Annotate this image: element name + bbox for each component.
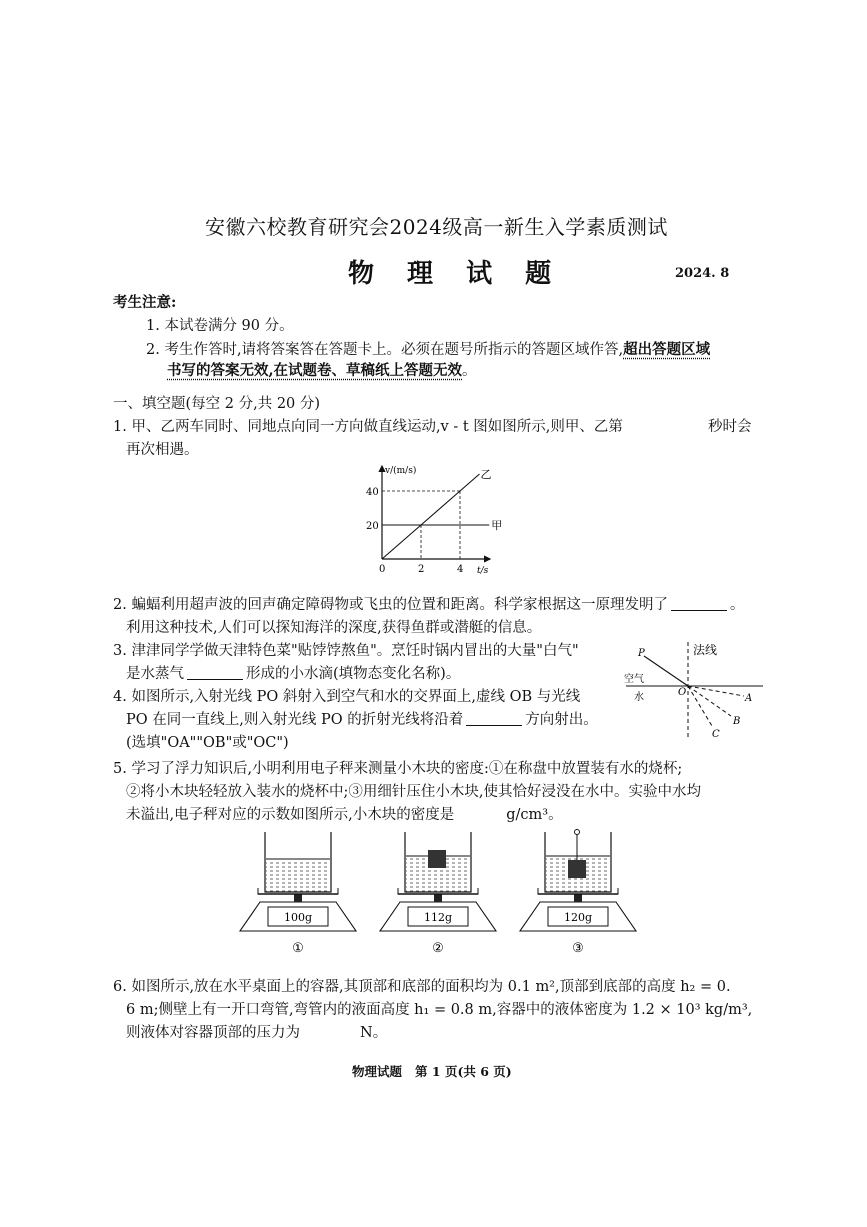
y-tick-label: 40 [366,487,379,498]
q5-line2: ②将小木块轻轻放入装水的烧杯中;③用细针压住小木块,使其恰好浸没在水中。实验中水均 [126,784,701,800]
q5-text-b: g/cm³。 [506,807,563,823]
q4-text-b: 方向射出。 [525,712,598,728]
ray-OB [688,686,731,716]
q3-text-a: 是水蒸气 [126,666,184,682]
section-heading: 一、填空题(每空 2 分,共 20 分) [113,396,321,412]
scale-1 [240,832,356,956]
q6-line2: 6 m;侧壁上有一开口弯管,弯管内的液面高度 h₁ = 0.8 m,容器中的液体密度为 1.2 × 10³ kg/m³, [126,1002,753,1018]
q6-text-a: 则液体对容器顶部的压力为 [126,1025,300,1041]
point-O: O [678,687,687,698]
q4-blank[interactable] [466,711,522,726]
subject-title: 物 理 试 题 [348,259,564,289]
series-label-jia: 甲 [491,519,503,532]
scale-reading: 100g [283,911,313,924]
y-tick-label: 20 [366,521,379,532]
q4-line1: 4. 如图所示,入射光线 PO 斜射入到空气和水的交界面上,虚线 OB 与光线 [113,689,581,705]
notice-heading: 考生注意: [113,294,177,311]
q3-line1: 3. 津津同学学做天津特色菜"贴饽饽熬鱼"。烹饪时锅内冒出的大量"白气" [113,643,579,659]
scale-post [434,894,442,902]
q4-line2 [126,709,598,731]
ray-OC [688,686,712,726]
q2-text: 2. 蝙蝠利用超声波的回声确定障碍物或飞虫的位置和距离。科学家根据这一原理发明了 [113,597,668,613]
wood-block [568,860,586,878]
scale-post [294,894,302,902]
notice-period: 。 [462,363,477,379]
q2-line2: 利用这种技术,人们可以探知海洋的深度,获得鱼群或潜艇的信息。 [126,620,542,636]
y-axis-label: v/(m/s) [385,466,417,476]
notice-item-2-emphasis: 超出答题区域 [623,341,711,358]
q6-text-b: N。 [360,1025,388,1041]
scale-2 [380,832,496,956]
normal-label: 法线 [693,643,718,657]
q6-line3 [126,1022,387,1044]
notice-item-2-cont [167,360,477,382]
wood-block [428,850,446,868]
q3-line2 [126,663,460,685]
q3-text-b: 形成的小水滴(填物态变化名称)。 [246,666,461,682]
q1-line1: 1. 甲、乙两车同时、同地点向同一方向做直线运动,v - t 图如图所示,则甲、乙第 [113,419,623,435]
q4-line3: (选填"OA""OB"或"OC") [126,735,289,751]
point-B: B [733,716,741,727]
q1-line2: 再次相遇。 [126,442,199,458]
water-label: 水 [634,692,644,703]
ray-OA [688,686,744,696]
point-A: A [745,693,753,704]
q1-line1-end: 秒时会 [708,419,752,435]
vt-graph [355,460,515,580]
notice-item-2 [146,339,710,361]
exam-title: 安徽六校教育研究会2024级高一新生入学素质测试 [205,215,668,239]
series-label-yi: 乙 [480,468,492,481]
page-footer: 物理试题 第 1 页(共 6 页) [352,1064,512,1079]
exam-date: 2024. 8 [675,266,730,281]
scale-3 [520,830,636,957]
scale-label: ① [292,941,304,956]
point-P: P [638,648,645,659]
q3-blank[interactable] [187,665,243,680]
scale-post [574,894,582,902]
q5-line3 [126,804,563,826]
notice-item-2-emphasis-2: 书写的答案无效,在试题卷、草稿纸上答题无效 [167,362,463,379]
q2-blank[interactable] [671,596,727,611]
water [266,859,330,892]
scale-label: ③ [572,941,584,956]
incident-ray-PO [644,656,688,686]
point-C: C [712,729,720,740]
x-axis-label: t/s [477,566,489,576]
q6-line1: 6. 如图所示,放在水平桌面上的容器,其顶部和底部的面积均为 0.1 m²,顶部到底部的高度 h₂ = 0. [113,979,731,995]
q5-line1: 5. 学习了浮力知识后,小明利用电子秤来测量小木块的密度:①在称盘中放置装有水的烧杯; [113,761,683,777]
notice-item-2-text: 2. 考生作答时,请将答案答在答题卡上。必须在题号所指示的答题区域作答, [146,342,624,358]
needle-head [575,830,580,835]
q2-end: 。 [729,597,745,613]
optics-diagram [618,638,768,742]
series-line-yi [382,474,480,559]
x-tick-label: 0 [379,564,386,575]
notice-item-1: 1. 本试卷满分 90 分。 [146,318,294,334]
x-tick-label: 2 [418,564,425,575]
scale-reading: 120g [563,911,593,924]
q5-text-a: 未溢出,电子秤对应的示数如图所示,小木块的密度是 [126,807,455,823]
q2-line1 [113,594,744,616]
q4-text-a: PO 在同一直线上,则入射光线 PO 的折射光线将沿着 [126,712,464,728]
scale-label: ② [432,941,444,956]
x-tick-label: 4 [457,564,464,575]
scales-figure [228,826,648,960]
air-label: 空气 [624,674,644,685]
scale-reading: 112g [423,911,453,924]
